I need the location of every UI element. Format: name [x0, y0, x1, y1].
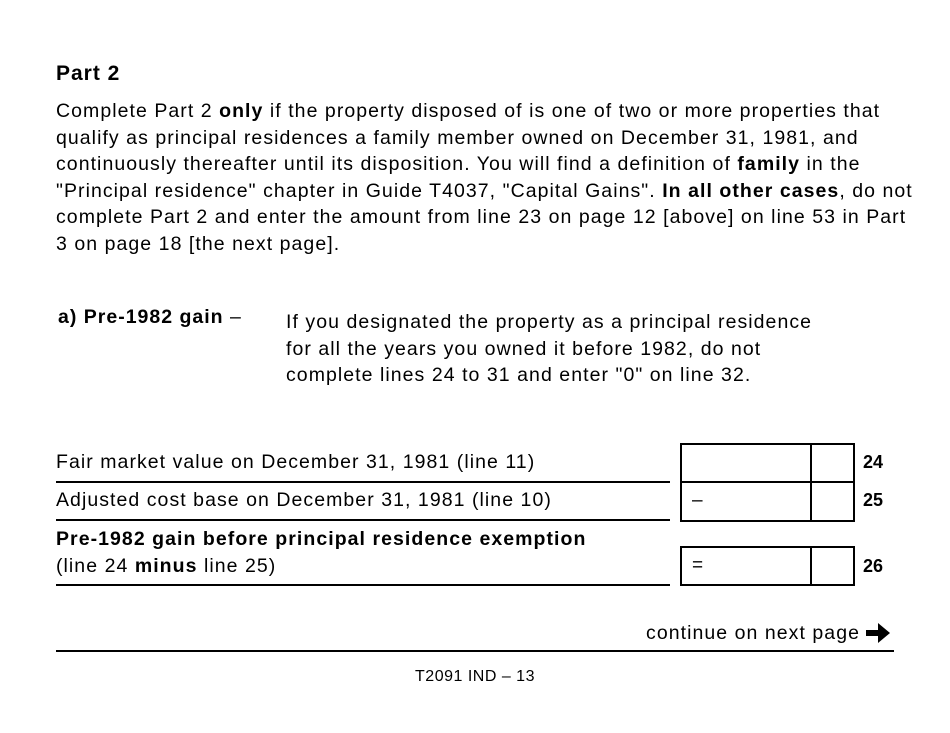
cents-divider [810, 483, 812, 520]
page-footer: T2091 IND – 13 [415, 668, 535, 685]
line-25-amount-field[interactable] [680, 481, 855, 522]
section-a-instructions: If you designated the property as a principal residence for all the years you owned it before 1982, do not complete lines 24 to 31 and enter "0" on line 32. [286, 311, 813, 386]
line-24-rule [56, 481, 670, 483]
cents-divider [810, 548, 812, 584]
cents-divider [810, 445, 812, 481]
line-26-amount-field[interactable] [680, 546, 855, 586]
continue-notice [646, 621, 892, 645]
line-25-label: Adjusted cost base on December 31, 1981 (line 10) [56, 489, 552, 511]
part-title: Part 2 [56, 62, 121, 85]
page-rule [56, 650, 894, 652]
line-24-amount-field[interactable] [680, 443, 855, 483]
line-26-number: 26 [863, 556, 884, 576]
line-25-number: 25 [863, 490, 884, 510]
line-26-label-heading: Pre-1982 gain before principal residence exemption [56, 528, 587, 550]
line-25-rule [56, 519, 670, 521]
arrow-right-icon [864, 621, 892, 645]
intro-paragraph: Complete Part 2 only if the property disposed of is one of two or more properties that qualify as principal residences a family member owned on December 31, 1981, and continuously thereafter until its disposition. You will find a definition of family in the "Principal residence" chapter in Guide T4037, "Capital Gains". In all other cases, do not complete Part 2 and enter the amount from line 23 on page 12 [above] on line 53 in Part 3 on page 18 [the next page]. [56, 100, 913, 255]
line-24-label: Fair market value on December 31, 1981 (line 11) [56, 451, 536, 473]
section-a-label: a) Pre-1982 gain – [58, 306, 242, 328]
minus-operator: – [692, 490, 703, 511]
continue-text: continue on next page [646, 621, 860, 644]
line-26-label-detail: (line 24 minus line 25) [56, 555, 277, 577]
line-26-rule [56, 584, 670, 586]
equals-operator: = [692, 555, 704, 576]
line-24-number: 24 [863, 452, 884, 472]
